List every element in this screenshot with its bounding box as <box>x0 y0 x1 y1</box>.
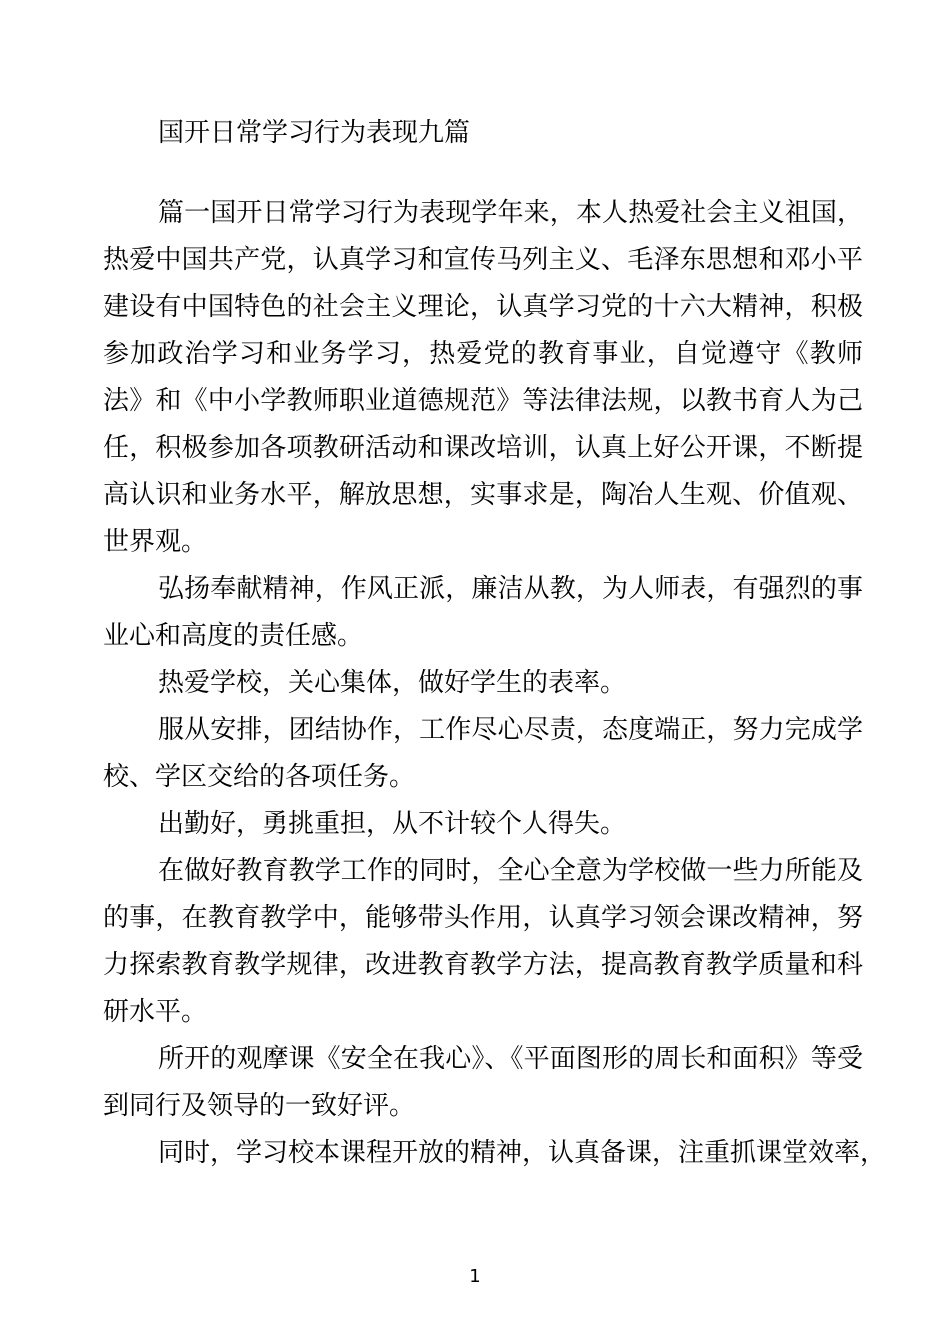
paragraph-4: 服从安排，团结协作，工作尽心尽责，态度端正，努力完成学校、学区交给的各项任务。 <box>103 715 863 792</box>
paragraph-6: 在做好教育教学工作的同时，全心全意为学校做一些力所能及的事，在教育教学中，能够带头作用，认真学习领会课改精神，努力探索教育教学规律，改进教育教学方法，提高教育教学质量和科研水平。 <box>103 856 863 1027</box>
paragraph-2: 弘扬奉献精神，作风正派，廉洁从教，为人师表，有强烈的事业心和高度的责任感。 <box>103 574 863 651</box>
document-body <box>103 190 887 1177</box>
page-number: 1 <box>469 1266 481 1287</box>
paragraph-3: 热爱学校，关心集体，做好学生的表率。 <box>158 668 627 698</box>
paragraph-5: 出勤好，勇挑重担，从不计较个人得失。 <box>158 809 627 839</box>
paragraph-1: 篇一国开日常学习行为表现学年来，本人热爱社会主义祖国，热爱中国共产党，认真学习和宣传马列主义、毛泽东思想和邓小平建设有中国特色的社会主义理论，认真学习党的十六大精神，积极参加政治学习和业务学习，热爱党的教育事业，自觉遵守《教师法》和《中小学教师职业道德规范》等法律法规，以教书育人为己任，积极参加各项教研活动和课改培训，认真上好公开课，不断提高认识和业务水平，解放思想，实事求是，陶冶人生观、价值观、世界观。 <box>103 198 863 557</box>
document-title: 国开日常学习行为表现九篇 <box>158 118 471 148</box>
paragraph-7: 所开的观摩课《安全在我心》、《平面图形的周长和面积》等受到同行及领导的一致好评。 <box>103 1044 863 1121</box>
paragraph-8: 同时，学习校本课程开放的精神，认真备课，注重抓课堂效率， <box>158 1138 887 1168</box>
